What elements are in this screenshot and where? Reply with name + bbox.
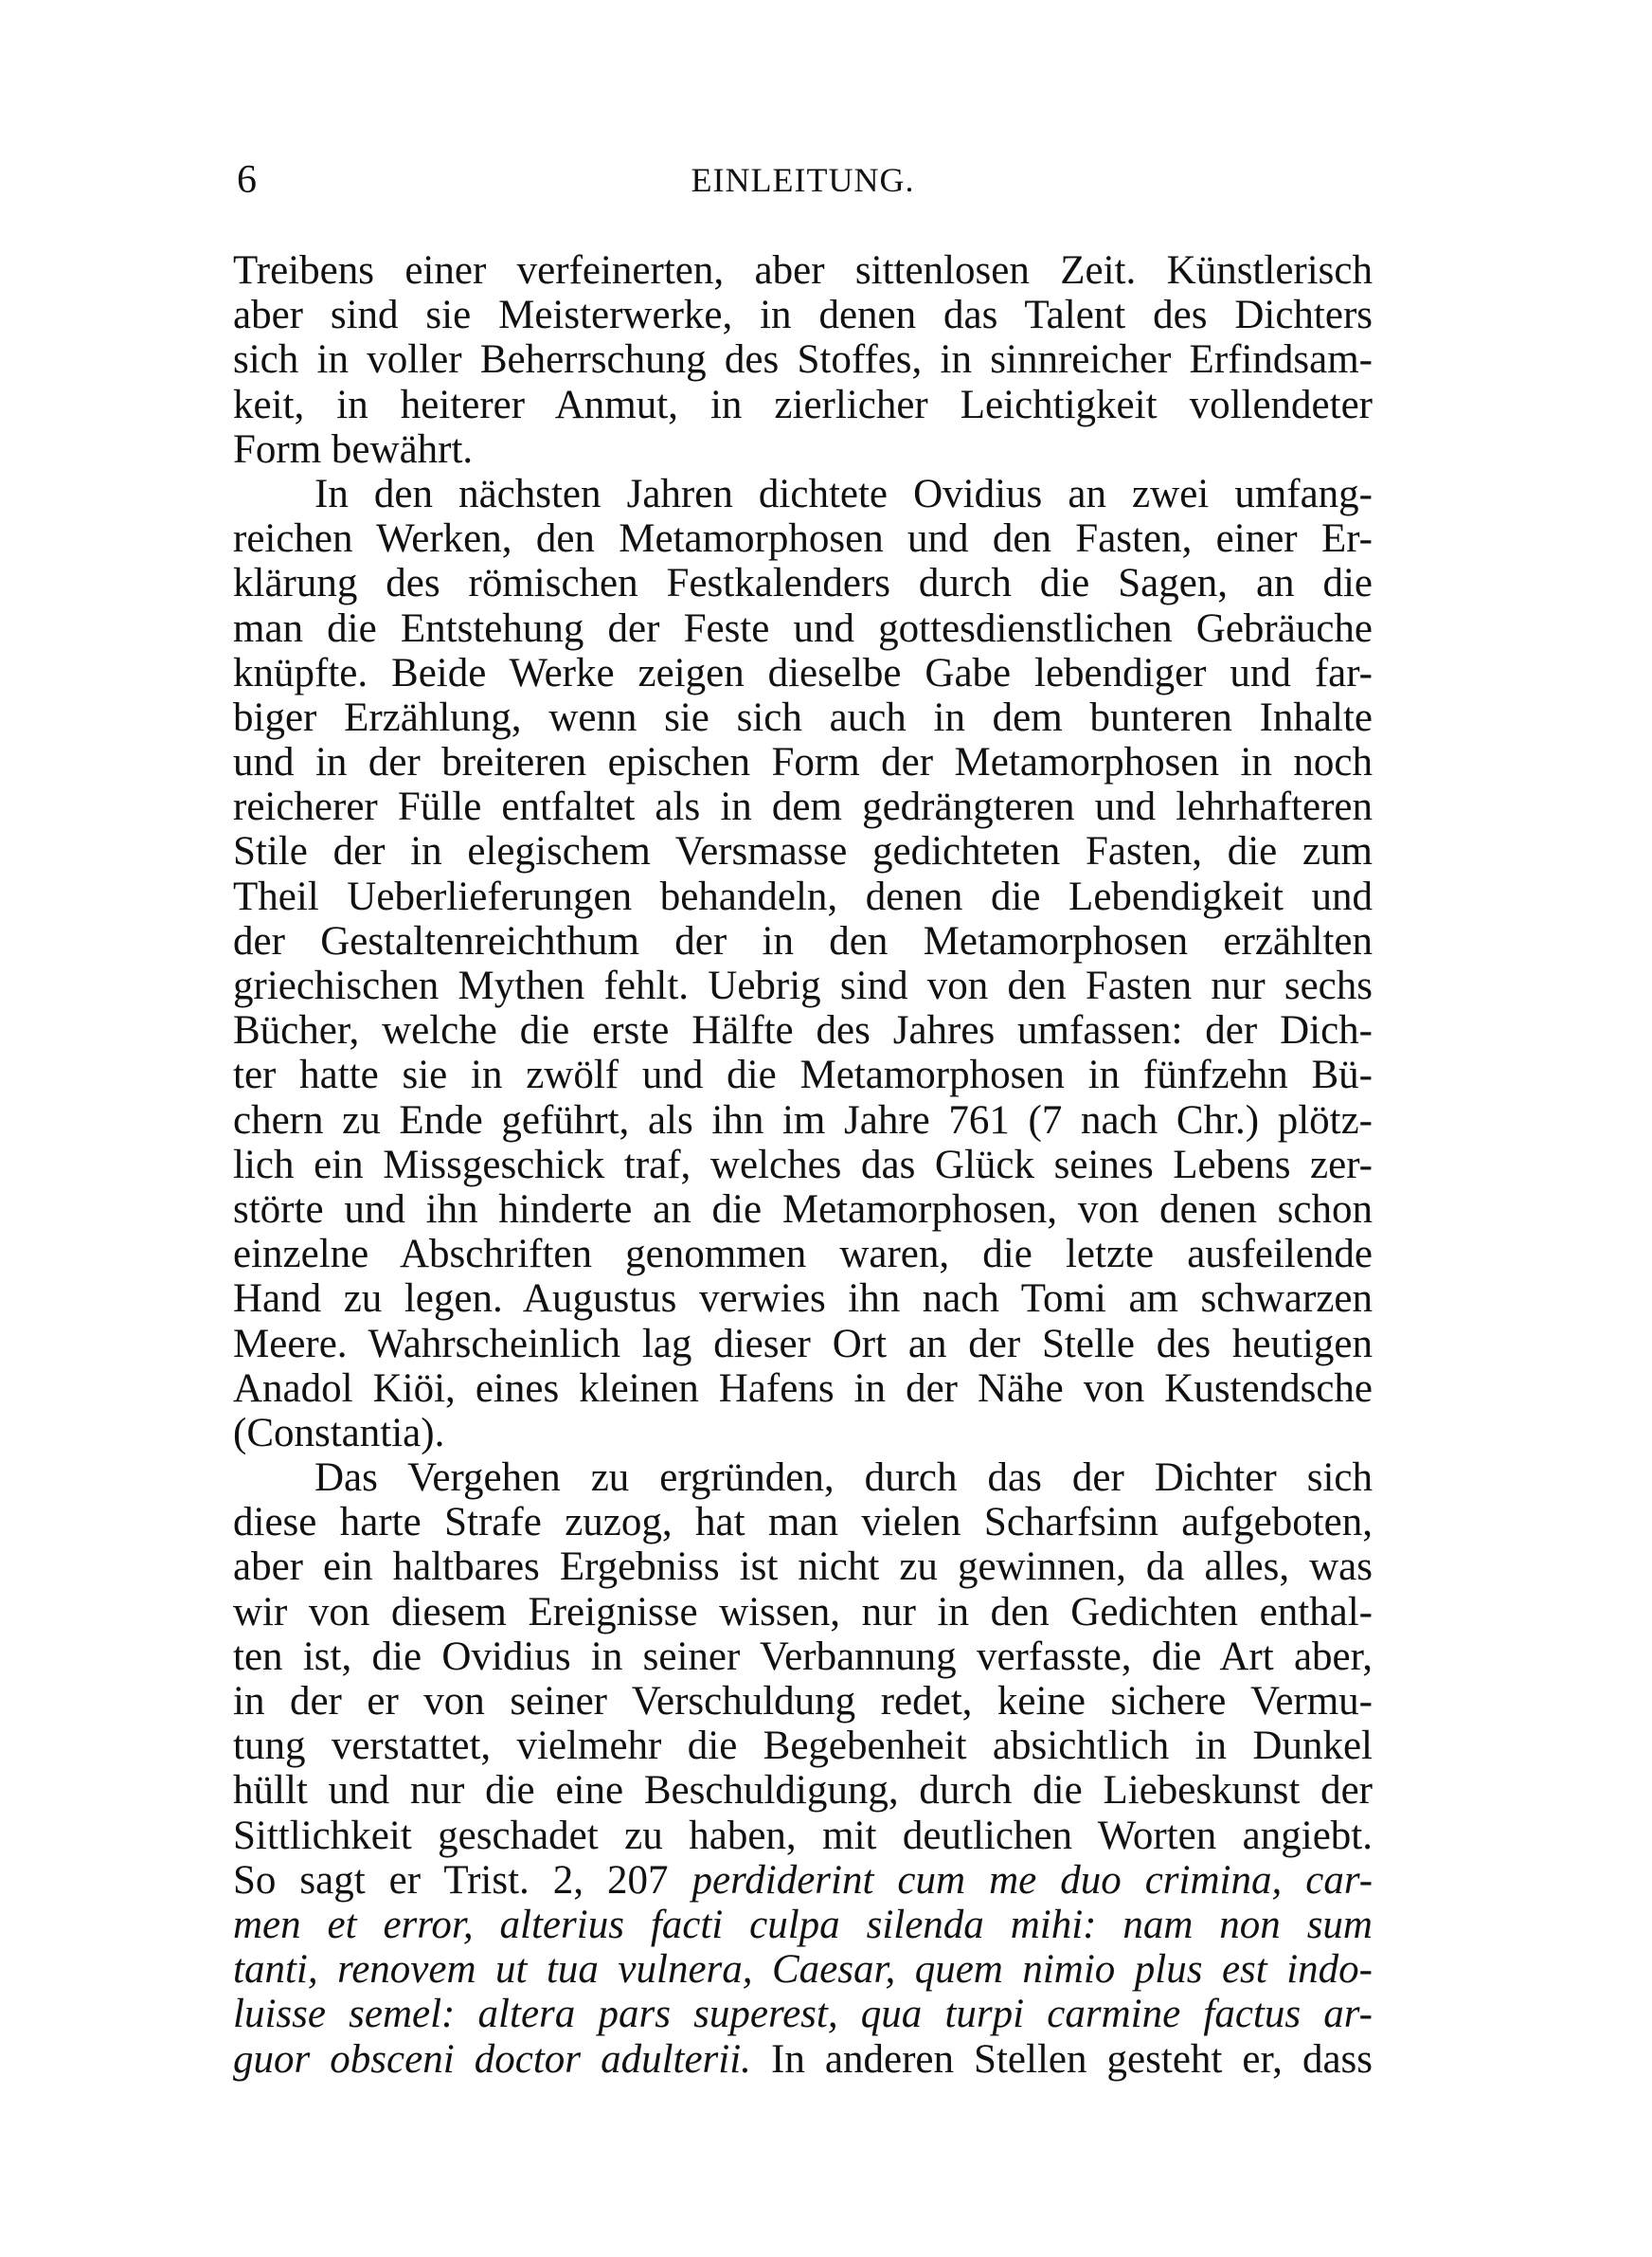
text-line: und in der breiteren epischen Form der Metamorphosen in noch: [233, 740, 1373, 785]
text-line: störte und ihn hinderte an die Metamorphosen, von denen schon: [233, 1186, 1373, 1232]
text-line: chern zu Ende geführt, als ihn im Jahre 761 (7 nach Chr.) plötz-: [233, 1097, 1373, 1143]
text-line: der Gestaltenreichthum der in den Metamorphosen erzählten: [233, 918, 1373, 964]
text-line: griechischen Mythen fehlt. Uebrig sind von den Fasten nur sechs: [233, 964, 1373, 1008]
text-line: Form bewährt.: [233, 426, 474, 472]
latin-quotation: perdiderint cum me duo crimina, car-: [691, 1857, 1374, 1903]
page-number: 6: [237, 158, 257, 202]
text-line: diese harte Strafe zuzog, hat man vielen Scharfsinn aufgeboten,: [233, 1500, 1373, 1545]
text-line: keit, in heiterer Anmut, in zierlicher Leichtigkeit vollendeter: [233, 382, 1373, 427]
text-line: Theil Ueberlieferungen behandeln, denen die Lebendigkeit und: [233, 874, 1373, 919]
text-line: in der er von seiner Verschuldung redet, keine sichere Vermu-: [233, 1679, 1373, 1724]
text-line: [233, 2037, 1373, 2082]
text-line: knüpfte. Beide Werke zeigen dieselbe Gabe lebendiger und far-: [233, 650, 1373, 695]
latin-quotation-line: tanti, renovem ut tua vulnera, Caesar, quem nimio plus est indo-: [233, 1947, 1373, 1993]
text-line: klärung des römischen Festkalenders durch die Sagen, an die: [233, 561, 1373, 606]
text-line: reicherer Fülle entfaltet als in dem gedrängteren und lehrhafteren: [233, 785, 1373, 830]
body-text: [233, 248, 1373, 2082]
latin-quotation-line: men et error, alterius facti culpa silenda mihi: nam non sum: [233, 1902, 1373, 1947]
paragraph-start-line: In den nächsten Jahren dichtete Ovidius an zwei umfang-: [314, 471, 1373, 516]
paragraph-start-line: Das Vergehen zu ergründen, durch das der Dichter sich: [314, 1455, 1373, 1501]
text-line: sich in voller Beherrschung des Stoffes, in sinnreicher Erfindsam-: [233, 337, 1373, 383]
text-line: wir von diesem Ereignisse wissen, nur in den Gedichten enthal-: [233, 1589, 1373, 1634]
text-line: einzelne Abschriften genommen waren, die letzte ausfeilende: [233, 1232, 1373, 1277]
text-line: man die Entstehung der Feste und gottesdienstlichen Gebräuche: [233, 605, 1373, 651]
text-line: tung verstattet, vielmehr die Begebenheit absichtlich in Dunkel: [233, 1724, 1373, 1769]
text-line: Anadol Kiöi, eines kleinen Hafens in der Nähe von Kustendsche: [233, 1365, 1373, 1411]
text-line: (Constantia).: [233, 1410, 445, 1455]
text-line: Hand zu legen. Augustus verwies ihn nach Tomi am schwarzen: [233, 1276, 1373, 1322]
text-line: aber ein haltbares Ergebniss ist nicht zu gewinnen, da alles, was: [233, 1544, 1373, 1590]
text-line: ten ist, die Ovidius in seiner Verbannung verfasste, die Art aber,: [233, 1634, 1373, 1679]
text-line: Bücher, welche die erste Hälfte des Jahres umfassen: der Dich-: [233, 1008, 1373, 1054]
text-line: ter hatte sie in zwölf und die Metamorphosen in fünfzehn Bü-: [233, 1053, 1373, 1098]
text-line: lich ein Missgeschick traf, welches das Glück seines Lebens zer-: [233, 1142, 1373, 1187]
text-line: Treibens einer verfeinerten, aber sittenlosen Zeit. Künstlerisch: [233, 248, 1373, 293]
text-line: Sittlichkeit geschadet zu haben, mit deutlichen Worten angiebt.: [233, 1813, 1373, 1858]
latin-quotation-line: luisse semel: altera pars superest, qua turpi carmine factus ar-: [233, 1992, 1373, 2037]
page-header: [237, 152, 1369, 208]
text-line: biger Erzählung, wenn sie sich auch in dem bunteren Inhalte: [233, 695, 1373, 740]
text-line: [233, 1858, 1373, 1903]
text-line: Meere. Wahrscheinlich lag dieser Ort an der Stelle des heutigen: [233, 1321, 1373, 1366]
running-head: EINLEITUNG.: [691, 161, 915, 199]
text-line: reichen Werken, den Metamorphosen und den Fasten, einer Er-: [233, 516, 1373, 562]
text-line: aber sind sie Meisterwerke, in denen das Talent des Dichters: [233, 293, 1373, 338]
quotation-reference: So sagt er Trist. 2, 207: [233, 1857, 669, 1903]
text-line: hüllt und nur die eine Beschuldigung, durch die Liebeskunst der: [233, 1768, 1373, 1814]
text-line: Stile der in elegischem Versmasse gedichteten Fasten, die zum: [233, 829, 1373, 875]
text-line-continuation: In anderen Stellen gesteht er, dass: [771, 2036, 1373, 2082]
latin-quotation: guor obsceni doctor adulterii.: [233, 2036, 751, 2082]
